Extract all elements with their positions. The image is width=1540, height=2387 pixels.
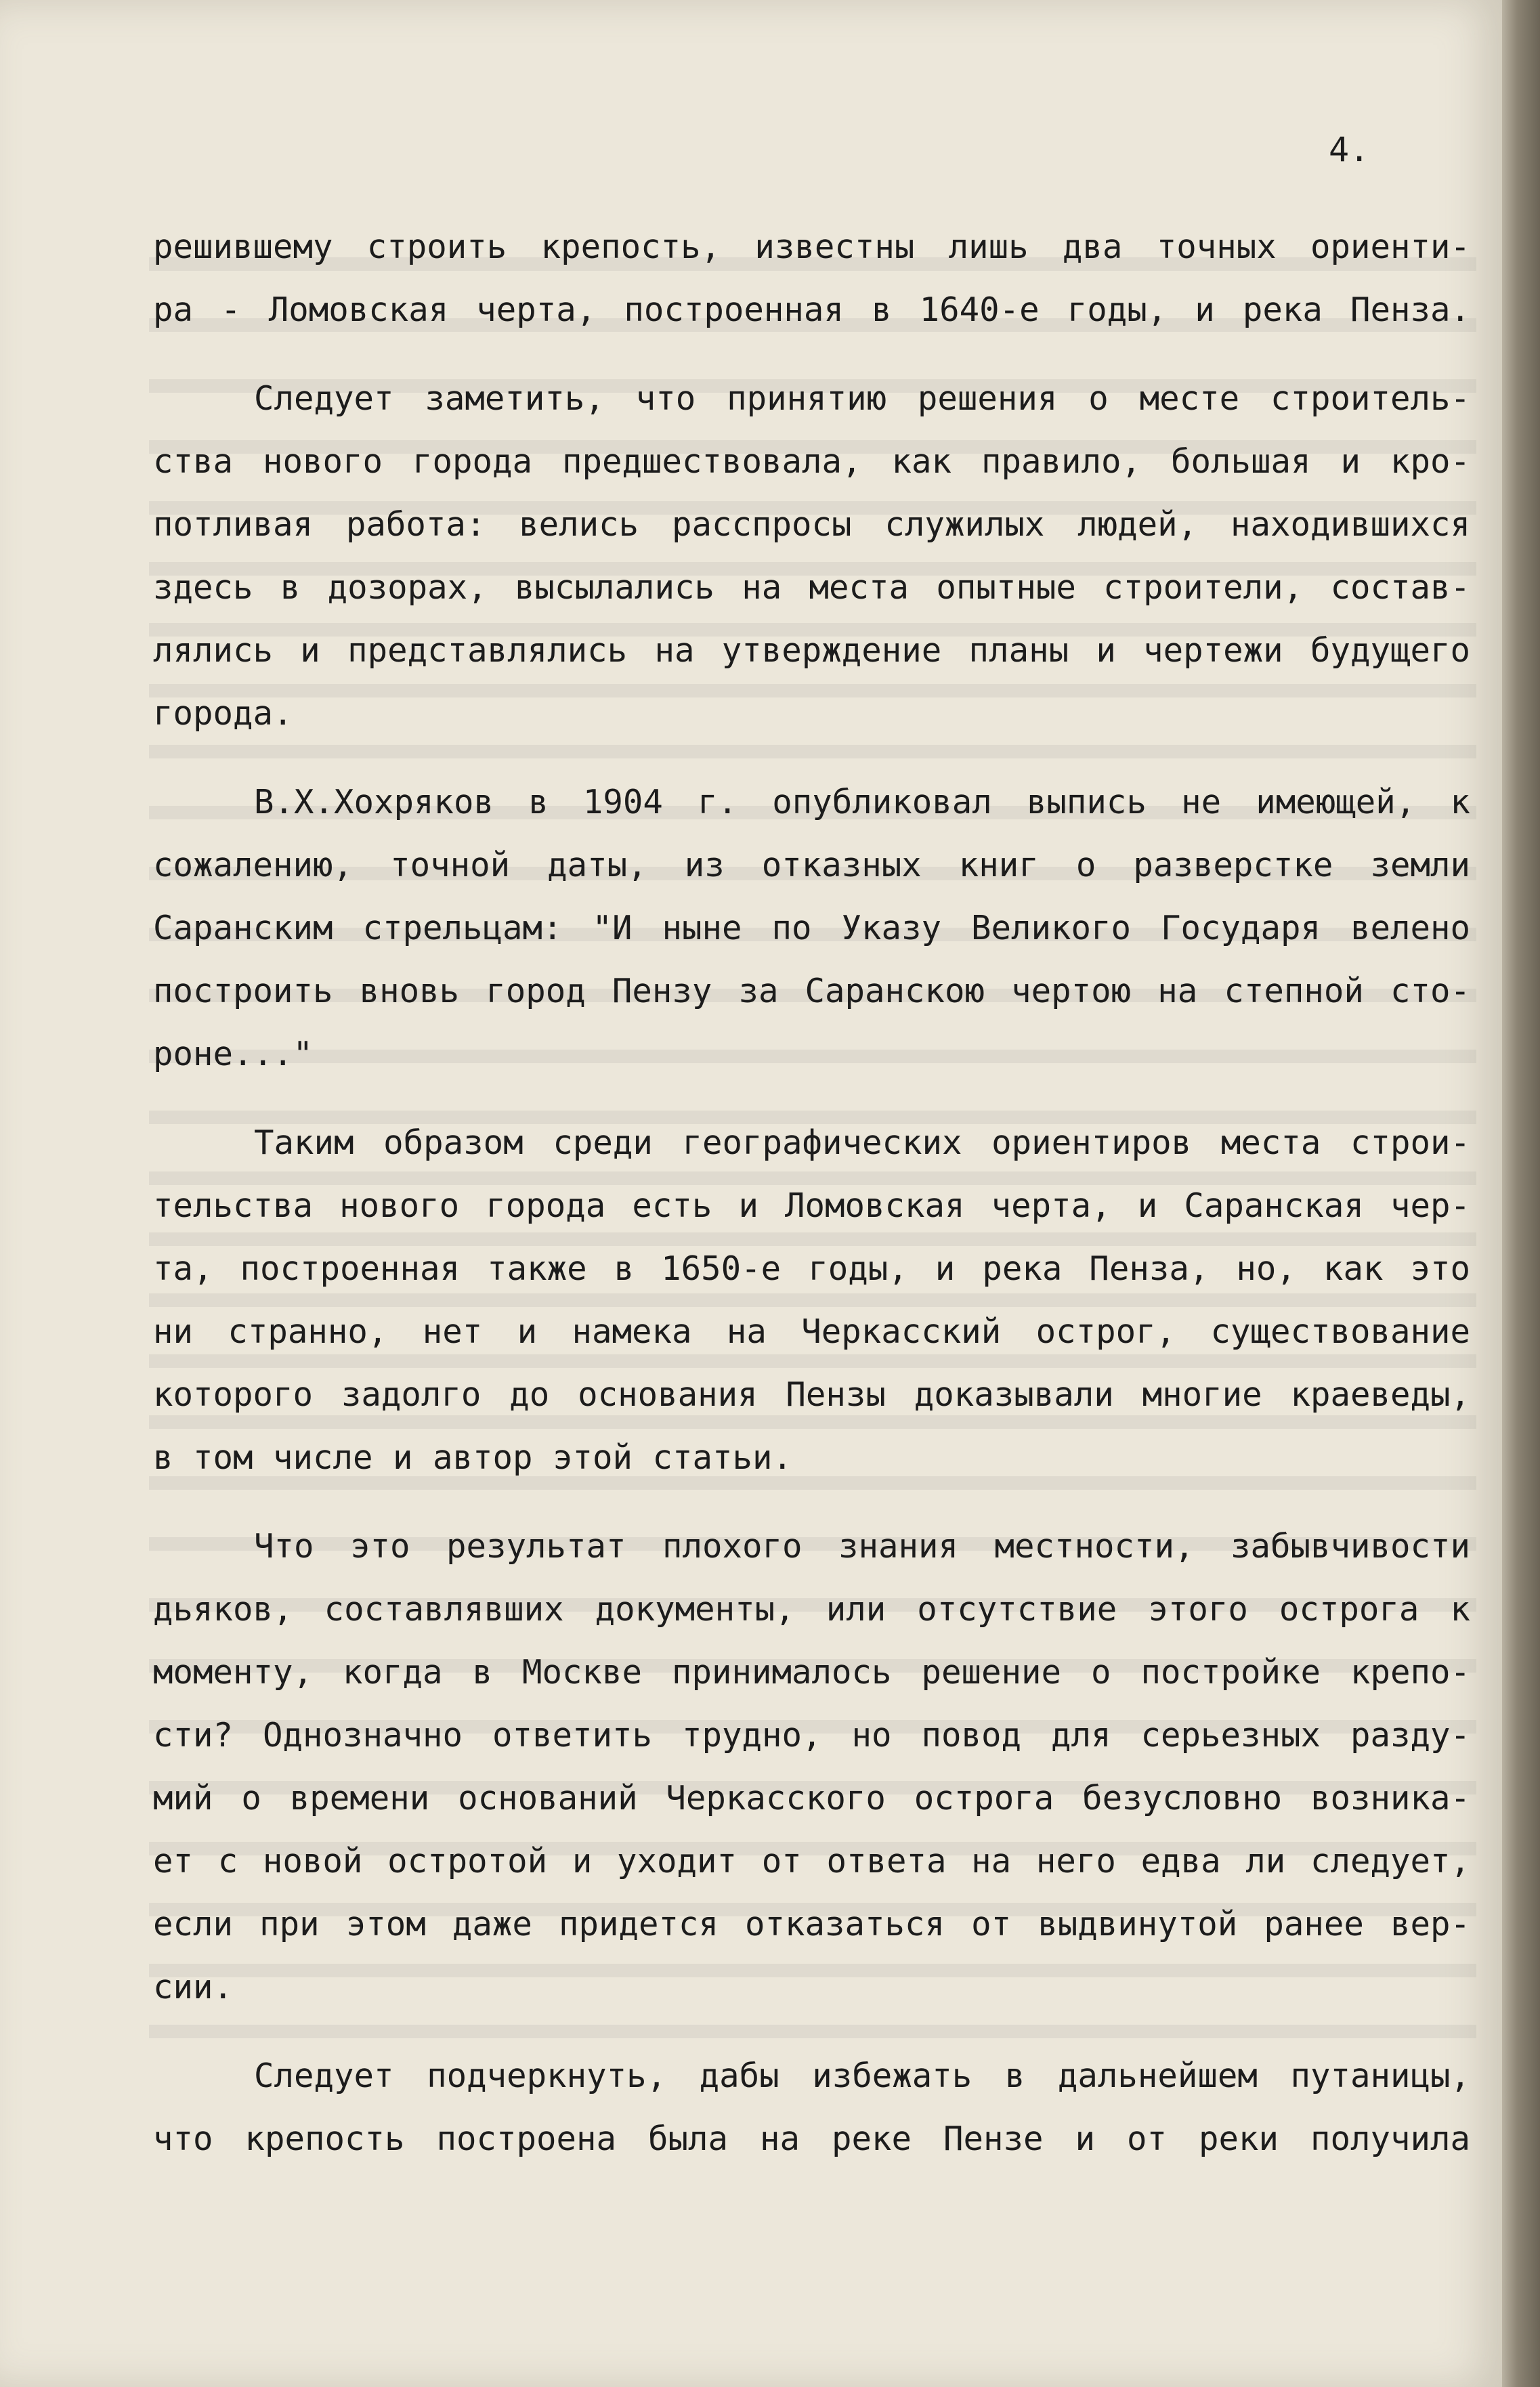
text-line: Что это результат плохого знания местности, забывчивости xyxy=(254,1527,1470,1566)
text-line: что крепость построена была на реке Пензе и от реки получила xyxy=(153,2120,1470,2158)
text-line: которого задолго до основания Пензы доказывали многие краеведы, xyxy=(153,1375,1470,1414)
text-line: сожалению, точной даты, из отказных книг о разверстке земли xyxy=(153,846,1470,884)
text-line: здесь в дозорах, высылались на места опытные строители, состав- xyxy=(153,568,1470,607)
text-line: мий о времени оснований Черкасского острога безусловно возника- xyxy=(153,1779,1470,1818)
text-line: построить вновь город Пензу за Саранскою чертою на степной сто- xyxy=(153,972,1470,1010)
text-line: ет с новой остротой и уходит от ответа на него едва ли следует, xyxy=(153,1842,1470,1880)
text-line: города. xyxy=(153,694,293,733)
text-line: тельства нового города есть и Ломовская черта, и Саранская чер- xyxy=(153,1186,1470,1225)
text-line: в том числе и автор этой статьи. xyxy=(153,1438,793,1477)
document-body xyxy=(153,215,1470,2170)
text-line: ства нового города предшествовала, как правило, большая и кро- xyxy=(153,442,1470,481)
text-line: моменту, когда в Москве принималось решение о постройке крепо- xyxy=(153,1653,1470,1692)
text-line: сии. xyxy=(153,1968,234,2006)
text-line: дьяков, составлявших документы, или отсутствие этого острога к xyxy=(153,1590,1470,1629)
text-line: решившему строить крепость, известны лишь два точных ориенти- xyxy=(153,228,1470,266)
text-line: Следует заметить, что принятию решения о месте строитель- xyxy=(254,379,1470,418)
page-number: 4. xyxy=(1329,130,1370,169)
text-line: та, построенная также в 1650-е годы, и река Пенза, но, как это xyxy=(153,1249,1470,1288)
page-edge xyxy=(1502,0,1540,2387)
text-line: Таким образом среди географических ориентиров места строи- xyxy=(254,1123,1470,1162)
text-line: Саранским стрельцам: "И ныне по Указу Великого Государя велено xyxy=(153,909,1470,947)
text-line: лялись и представлялись на утверждение планы и чертежи будущего xyxy=(153,631,1470,670)
text-line: ра - Ломовская черта, построенная в 1640-е годы, и река Пенза. xyxy=(153,291,1470,329)
text-line: Следует подчеркнуть, дабы избежать в дальнейшем путаницы, xyxy=(254,2057,1470,2095)
text-line: роне..." xyxy=(153,1035,314,1073)
text-line: сти? Однозначно ответить трудно, но повод для серьезных разду- xyxy=(153,1716,1470,1755)
text-line: ни странно, нет и намека на Черкасский острог, существование xyxy=(153,1312,1470,1351)
text-line: В.Х.Хохряков в 1904 г. опубликовал выпись не имеющей, к xyxy=(254,783,1470,821)
text-line: если при этом даже придется отказаться от выдвинутой ранее вер- xyxy=(153,1905,1470,1943)
text-line: потливая работа: велись расспросы служилых людей, находившихся xyxy=(153,505,1470,544)
